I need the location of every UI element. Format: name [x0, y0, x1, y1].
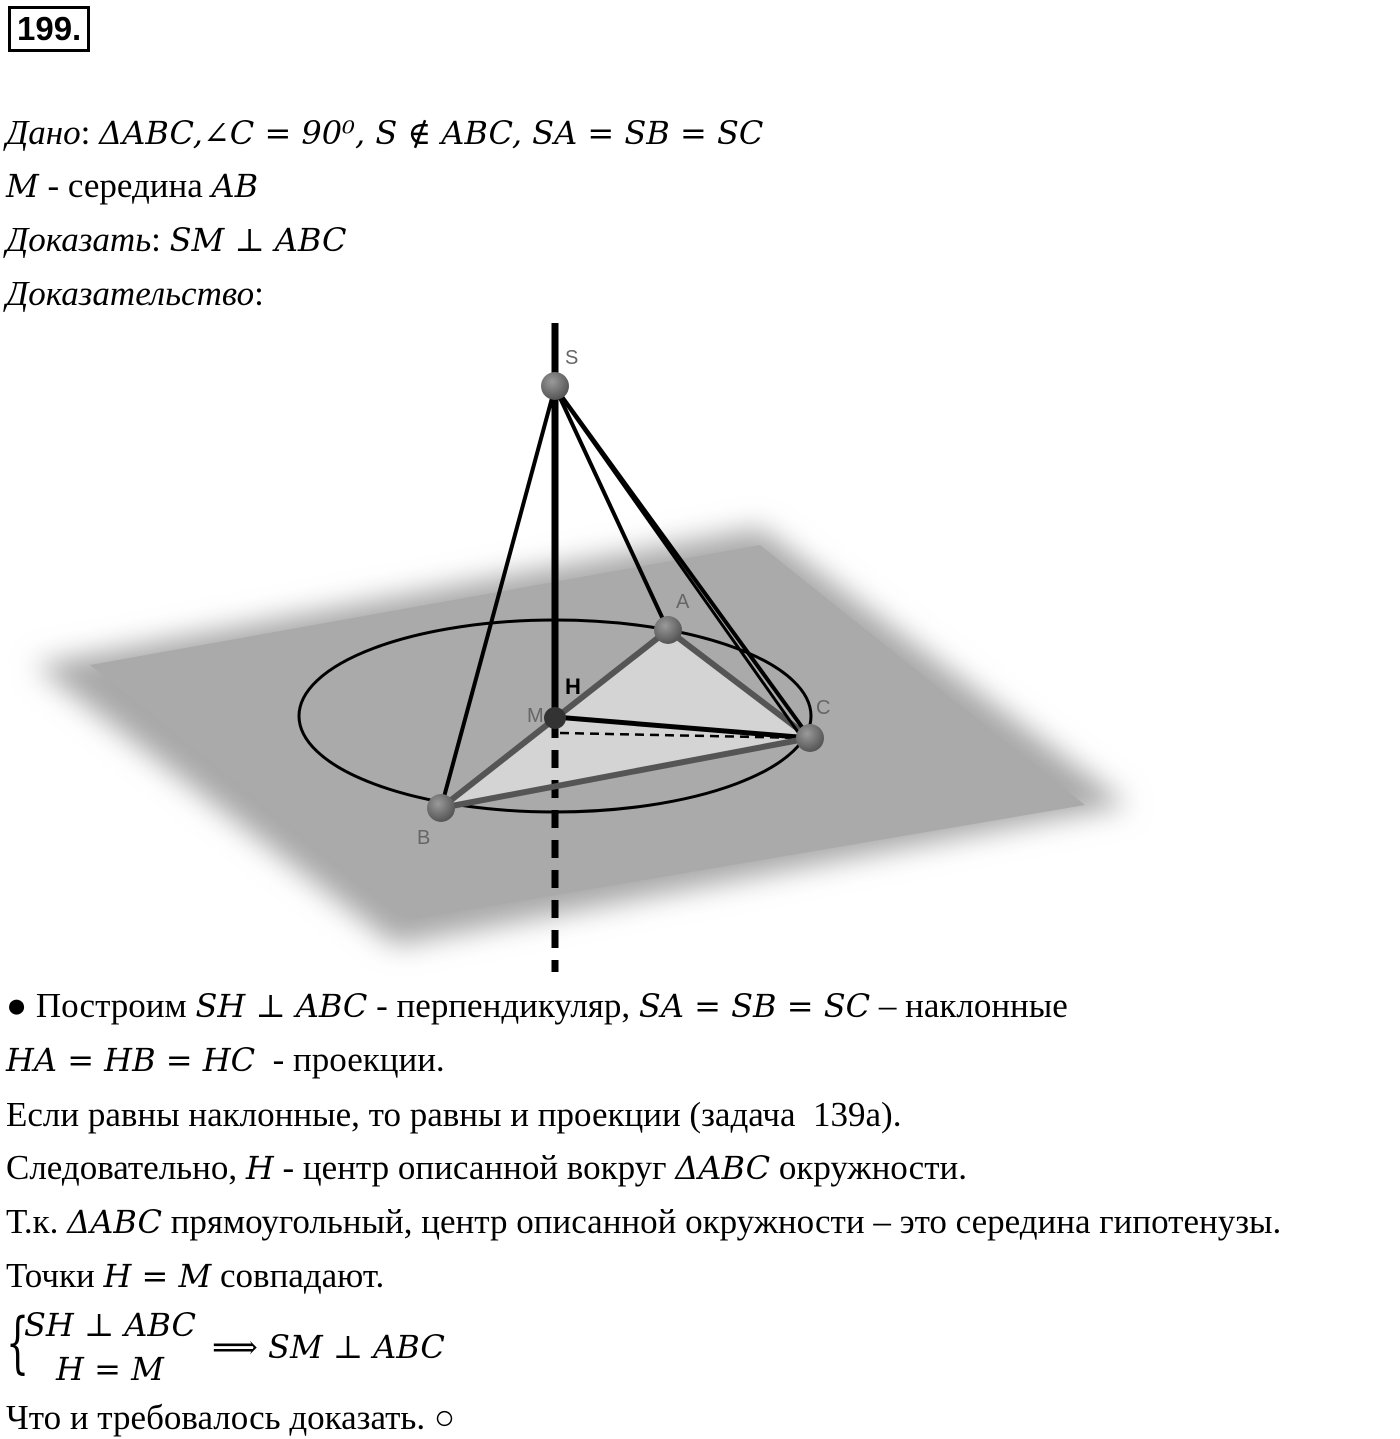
step-6-math-1: H = M — [103, 1257, 212, 1295]
proof-label-line — [6, 274, 264, 314]
step-1-text-2: - перпендикуляр, — [367, 986, 639, 1025]
step-4-text-2: - центр описанной вокруг — [273, 1148, 676, 1187]
step-6 — [6, 1256, 384, 1296]
step-3-text-1: Если равны наклонные, то равны и проекции (задача 139а). — [6, 1095, 902, 1134]
point-c — [796, 724, 824, 752]
step-7-text-1: Что и требовалось доказать. — [6, 1398, 434, 1437]
given-math: ΔABC,∠C = 90⁰, S ∉ ABC, SA = SB = SC — [99, 114, 764, 152]
label-a: A — [676, 591, 690, 613]
prove-colon: : — [151, 220, 161, 259]
step-5-text-1: Т.к. — [6, 1202, 68, 1241]
given-colon: : — [80, 113, 91, 152]
step-1-math-2: SA = SB = SC — [638, 987, 871, 1025]
given-label: Дано — [6, 113, 81, 152]
system-of-conditions — [6, 1304, 506, 1394]
prove-math: SM ⊥ ABC — [169, 221, 347, 259]
given-line — [6, 113, 763, 153]
step-2-text-1: - проекции. — [255, 1040, 445, 1079]
geometry-figure — [0, 318, 1400, 978]
system-row-1: SH ⊥ ABC — [24, 1306, 196, 1344]
point-a — [654, 616, 682, 644]
point-b — [427, 794, 455, 822]
system-implication: ⟹ SM ⊥ ABC — [212, 1328, 445, 1366]
prove-line — [6, 220, 346, 260]
step-6-text-1: Точки — [6, 1256, 104, 1295]
system-brace: { — [6, 1304, 30, 1381]
step-4-text-1: Следовательно, — [6, 1148, 246, 1187]
step-5 — [6, 1202, 1281, 1242]
end-of-proof-mark: ○ — [433, 1398, 456, 1437]
step-4-math-2: ΔABC — [675, 1149, 771, 1187]
label-b: B — [417, 827, 431, 849]
proof-colon: : — [254, 274, 264, 313]
point-s — [541, 372, 569, 400]
label-s: S — [565, 347, 579, 369]
system-row-2: H = M — [56, 1350, 164, 1388]
label-m: M — [527, 705, 544, 727]
proof-label: Доказательство — [6, 274, 255, 313]
step-5-math-1: ΔABC — [67, 1203, 162, 1241]
step-1-math-1: SH ⊥ ABC — [195, 987, 368, 1025]
step-2-math-1: HA = HB = HC — [6, 1041, 256, 1079]
step-4-text-3: окружности. — [770, 1148, 967, 1187]
label-h: H — [565, 674, 581, 699]
prove-label: Доказать — [6, 220, 152, 259]
point-m — [544, 707, 566, 729]
step-4 — [6, 1148, 967, 1188]
midpoint-text: - середина — [38, 166, 212, 205]
midpoint-m: M — [6, 167, 39, 205]
step-1-text-3: – наклонные — [870, 986, 1068, 1025]
step-5-text-2: прямоугольный, центр описанной окружности – это середина гипотенузы. — [161, 1202, 1282, 1241]
bullet: ● — [6, 986, 28, 1025]
step-4-math-1: H — [245, 1149, 274, 1187]
problem-number: 199. — [8, 6, 90, 52]
step-1-text-1: Построим — [27, 986, 196, 1025]
midpoint-line — [6, 166, 258, 206]
step-7 — [6, 1398, 455, 1438]
step-2 — [6, 1040, 445, 1080]
step-3 — [6, 1095, 901, 1135]
midpoint-ab: AB — [211, 167, 259, 205]
label-c: C — [816, 697, 831, 719]
step-6-text-2: совпадают. — [211, 1256, 385, 1295]
step-1 — [6, 986, 1068, 1026]
